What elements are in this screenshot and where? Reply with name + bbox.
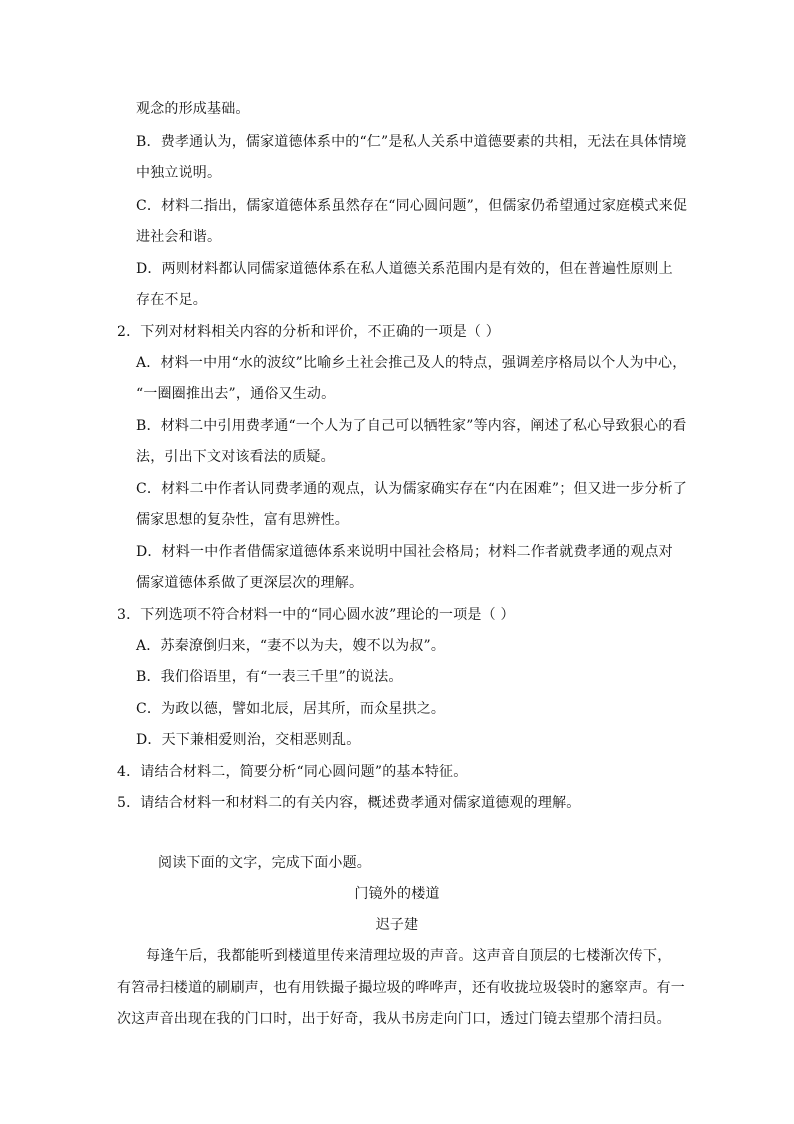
q3-option-c: C．为政以德，譬如北辰，居其所，而众星拱之。 bbox=[136, 701, 446, 717]
q3-option-b: B．我们俗语里，有“一表三千里”的说法。 bbox=[136, 669, 403, 685]
passage-p1-line1: 每逢午后，我都能听到楼道里传来清理垃圾的声音。这声音自顶层的七楼渐次传下， bbox=[146, 948, 672, 964]
q3-option-d: D．天下兼相爱则治，交相恶则乱。 bbox=[136, 732, 361, 748]
question-3-stem: 3．下列选项不符合材料一中的“同心圆水波”理论的一项是（ ） bbox=[117, 607, 515, 623]
question-2-stem: 2．下列对材料相关内容的分析和评价，不正确的一项是（ ） bbox=[117, 324, 500, 340]
q2-option-d-line1: D．材料一中作者借儒家道德体系来说明中国社会格局；材料二作者就费孝通的观点对 bbox=[136, 544, 673, 560]
q1-option-b-line1: B．费孝通认为，儒家道德体系中的“仁”是私人关系中道德要素的共相，无法在具体情境 bbox=[136, 134, 687, 150]
q3-option-a: A．苏秦潦倒归来，“妻不以为夫，嫂不以为叔”。 bbox=[136, 638, 446, 654]
q2-option-b-line1: B．材料二中引用费孝通“一个人为了自己可以牺牲家”等内容，阐述了私心导致狠心的看 bbox=[136, 418, 687, 434]
q1-option-d-line2: 存在不足。 bbox=[136, 292, 207, 308]
question-4: 4．请结合材料二，简要分析“同心圆问题”的基本特征。 bbox=[117, 764, 468, 780]
q2-option-a-line2: “一圈圈推出去”，通俗又生动。 bbox=[136, 386, 336, 402]
q2-option-a-line1: A．材料一中用“水的波纹”比喻乡土社会推己及人的特点，强调差序格局以个人为中心， bbox=[136, 355, 687, 371]
q2-option-c-line2: 儒家思想的复杂性，富有思辨性。 bbox=[136, 512, 349, 528]
q2-option-d-line2: 儒家道德体系做了更深层次的理解。 bbox=[136, 575, 364, 591]
question-5: 5．请结合材料一和材料二的有关内容，概述费孝通对儒家道德观的理解。 bbox=[117, 795, 581, 811]
q1-option-d-line1: D．两则材料都认同儒家道德体系在私人道德关系范围内是有效的，但在普遍性原则上 bbox=[136, 261, 673, 277]
q2-option-b-line2: 法，引出下文对该看法的质疑。 bbox=[136, 449, 335, 465]
passage-title: 门镜外的楼道 bbox=[354, 886, 440, 902]
q1-option-b-line2: 中独立说明。 bbox=[136, 165, 222, 181]
q2-option-c-line1: C．材料二中作者认同费孝通的观点，认为儒家确实存在“内在困难”；但又进一步分析了 bbox=[136, 481, 688, 497]
q1-option-c-line2: 进社会和谐。 bbox=[136, 229, 222, 245]
passage-p1-line2: 有笤帚扫楼道的刷刷声，也有用铁撮子撮垃圾的哗哗声，还有收拢垃圾袋时的窸窣声。有一 bbox=[117, 980, 685, 996]
passage-author: 迟子建 bbox=[375, 917, 419, 933]
q1-option-c-line1: C．材料二指出，儒家道德体系虽然存在“同心圆问题”，但儒家仍希望通过家庭模式来促 bbox=[136, 198, 688, 214]
reading-instruction: 阅读下面的文字，完成下面小题。 bbox=[158, 855, 371, 871]
q1-option-a-continuation: 观念的形成基础。 bbox=[136, 101, 250, 117]
passage-p1-line3: 次这声音出现在我的门口时，出于好奇，我从书房走向门口，透过门镜去望那个清扫员。 bbox=[117, 1011, 671, 1027]
